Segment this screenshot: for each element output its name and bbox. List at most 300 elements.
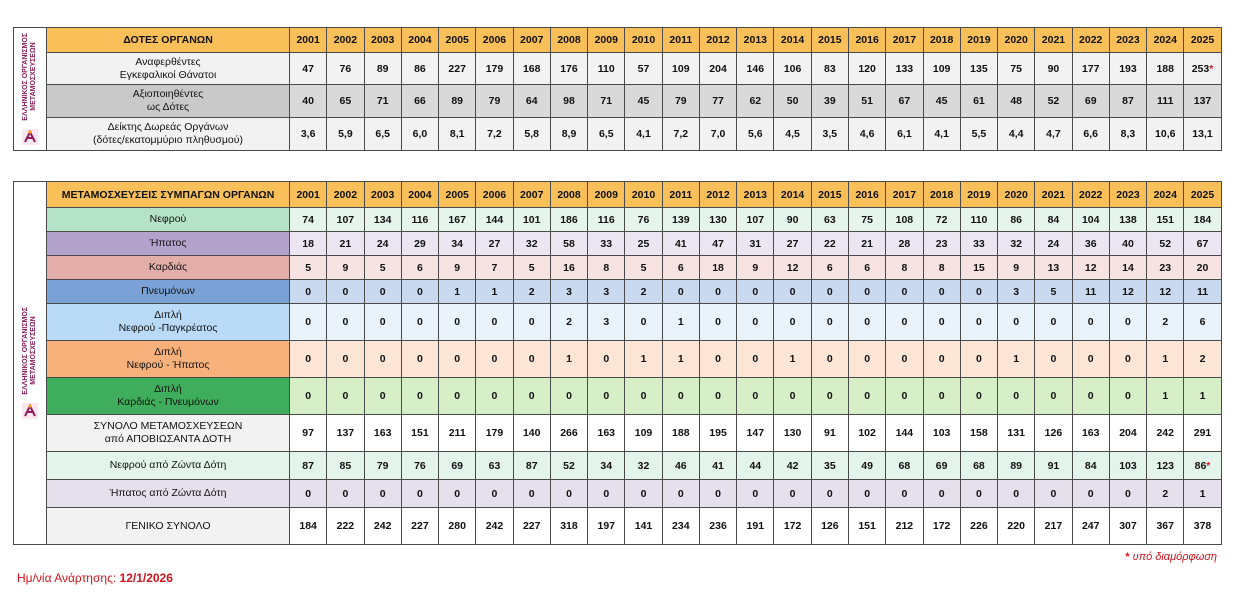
value-text: 8,9 <box>561 128 577 140</box>
value-text: 211 <box>448 427 466 439</box>
value-text: 184 <box>299 520 317 532</box>
value-text: 0 <box>901 353 908 365</box>
value-cell <box>662 452 699 480</box>
transplants-header-label: ΜΕΤΑΜΟΣΧΕΥΣΕΙΣ ΣΥΜΠΑΓΩΝ ΟΡΓΑΝΩΝ <box>47 182 290 208</box>
value-text: 5 <box>305 261 312 274</box>
value-text: 130 <box>709 213 727 226</box>
value-cell <box>886 415 923 452</box>
value-cell <box>1035 341 1072 378</box>
value-text: 48 <box>1010 95 1023 107</box>
value-cell <box>550 304 587 341</box>
value-cell <box>737 256 774 280</box>
value-cell <box>513 232 550 256</box>
logo-line-2: ΜΕΤΑΜΟΣΧΕΥΣΕΩΝ <box>30 316 37 386</box>
value-cell <box>588 304 625 341</box>
value-text: 116 <box>597 213 615 226</box>
value-cell <box>513 480 550 508</box>
value-cell <box>588 452 625 480</box>
value-cell <box>1035 480 1072 508</box>
year-header-2006: 2006 <box>476 182 513 208</box>
value-text: 86 <box>1194 459 1207 472</box>
logo-line-2: ΜΕΤΑΜΟΣΧΕΥΣΕΩΝ <box>30 42 37 112</box>
value-cell <box>550 53 587 85</box>
donors-table <box>13 27 1222 151</box>
value-cell <box>401 415 438 452</box>
value-text: 0 <box>938 353 945 365</box>
value-text: 0 <box>975 316 982 328</box>
value-cell <box>476 118 513 151</box>
value-text: 39 <box>824 95 836 107</box>
donors-row <box>14 53 1222 85</box>
value-cell <box>439 341 476 378</box>
value-cell <box>1184 415 1221 452</box>
value-cell <box>960 53 997 85</box>
row-label-line: Πνευμόνων <box>141 285 195 297</box>
value-cell <box>327 452 364 480</box>
value-cell <box>886 53 923 85</box>
value-cell <box>923 378 960 415</box>
transplants-row-label <box>47 341 290 378</box>
value-cell <box>364 480 401 508</box>
organization-logo-icon <box>22 129 38 145</box>
value-cell <box>848 480 885 508</box>
value-text: 58 <box>563 237 575 250</box>
value-cell <box>811 415 848 452</box>
value-cell <box>1035 208 1072 232</box>
value-cell <box>364 508 401 545</box>
donors-table-wrapper <box>13 27 1222 151</box>
row-label-line: ως Δότες <box>146 101 190 113</box>
year-header-2011: 2011 <box>662 28 699 53</box>
value-text: 0 <box>305 285 312 298</box>
transplants-row-label <box>47 480 290 508</box>
row-label-line: Καρδιάς <box>148 261 188 273</box>
value-cell <box>1072 256 1109 280</box>
value-text: 20 <box>1196 261 1209 274</box>
value-text: 12 <box>1084 261 1097 274</box>
value-text: 0 <box>566 390 572 402</box>
value-cell <box>811 232 848 256</box>
value-text: 0 <box>789 285 796 298</box>
value-text: 0 <box>454 316 461 328</box>
donors-row-label <box>47 85 290 118</box>
value-cell <box>327 280 364 304</box>
value-cell <box>699 452 736 480</box>
value-cell <box>1147 85 1184 118</box>
value-cell <box>513 85 550 118</box>
value-cell <box>662 280 699 304</box>
value-cell <box>1184 280 1221 304</box>
value-cell <box>662 85 699 118</box>
value-text: 85 <box>339 459 352 472</box>
value-cell <box>998 232 1035 256</box>
value-text: 151 <box>858 520 876 532</box>
value-cell <box>550 85 587 118</box>
year-header-2002: 2002 <box>327 182 364 208</box>
provisional-star-icon: * <box>1209 62 1214 75</box>
value-text: 71 <box>600 95 613 107</box>
row-label-line: Νεφρού -Παγκρέατος <box>118 322 218 334</box>
value-cell <box>886 508 923 545</box>
value-text: 67 <box>898 95 911 107</box>
value-text: 50 <box>786 95 799 107</box>
value-text: 188 <box>1156 62 1174 75</box>
value-cell <box>998 304 1035 341</box>
value-text: 14 <box>1122 261 1134 274</box>
value-text: 6,1 <box>897 128 912 140</box>
value-cell <box>401 341 438 378</box>
value-cell <box>1184 232 1221 256</box>
value-cell <box>401 53 438 85</box>
value-cell <box>290 452 327 480</box>
value-cell <box>737 85 774 118</box>
value-text: 195 <box>709 427 727 439</box>
value-text: 0 <box>789 487 796 500</box>
transplants-row <box>14 452 1222 480</box>
value-cell <box>1109 452 1146 480</box>
value-text: 158 <box>970 427 988 439</box>
value-text: 110 <box>970 213 988 226</box>
row-label-line: (δότες/εκατομμύριο πληθυσμού) <box>93 134 243 146</box>
year-header-2024: 2024 <box>1147 28 1184 53</box>
value-cell <box>923 53 960 85</box>
value-text: 0 <box>975 390 982 402</box>
value-text: 1 <box>1162 353 1169 365</box>
value-text: 0 <box>752 390 759 402</box>
value-text: 9 <box>1013 261 1020 274</box>
value-cell <box>327 480 364 508</box>
value-text: 7,2 <box>487 128 502 140</box>
value-cell <box>737 53 774 85</box>
value-text: 5 <box>640 261 647 274</box>
value-cell <box>550 452 587 480</box>
value-cell <box>439 415 476 452</box>
organization-logo <box>14 33 46 145</box>
value-cell <box>401 118 438 151</box>
value-cell <box>662 304 699 341</box>
value-text: 4,1 <box>934 128 949 140</box>
value-cell <box>364 256 401 280</box>
transplants-row <box>14 280 1222 304</box>
value-text: 227 <box>522 520 541 532</box>
value-cell <box>811 378 848 415</box>
value-cell <box>737 341 774 378</box>
value-text: 0 <box>677 487 684 500</box>
value-text: 176 <box>560 62 578 75</box>
value-text: 0 <box>528 353 535 365</box>
value-cell <box>1035 256 1072 280</box>
value-cell <box>998 508 1035 545</box>
value-text: 62 <box>749 95 762 107</box>
value-text: 90 <box>786 213 799 226</box>
value-cell <box>1035 232 1072 256</box>
value-cell <box>1109 304 1146 341</box>
provisional-star-icon: * <box>1206 459 1211 472</box>
value-text: 197 <box>597 520 616 532</box>
value-cell <box>625 256 662 280</box>
value-text: 44 <box>749 459 762 472</box>
value-cell <box>1072 341 1109 378</box>
value-text: 3 <box>566 285 572 298</box>
value-cell <box>1072 452 1109 480</box>
value-text: 0 <box>379 316 386 328</box>
donors-row <box>14 118 1222 151</box>
value-text: 6 <box>864 261 871 274</box>
value-cell <box>588 508 625 545</box>
value-cell <box>550 208 587 232</box>
value-text: 184 <box>1193 213 1212 226</box>
value-cell <box>476 452 513 480</box>
value-text: 83 <box>824 62 836 75</box>
value-cell <box>886 341 923 378</box>
value-cell <box>1109 256 1146 280</box>
value-cell <box>439 118 476 151</box>
value-cell <box>1184 256 1221 280</box>
value-cell <box>1035 280 1072 304</box>
value-cell <box>290 480 327 508</box>
value-text: 123 <box>1156 459 1174 472</box>
value-cell <box>1109 85 1146 118</box>
value-text: 0 <box>1013 390 1020 402</box>
logo-text <box>22 307 38 395</box>
value-cell <box>1147 256 1184 280</box>
value-text: 0 <box>1125 390 1131 402</box>
value-cell <box>737 304 774 341</box>
year-header-2013: 2013 <box>737 182 774 208</box>
value-text: 0 <box>715 353 721 365</box>
value-cell <box>998 415 1035 452</box>
value-cell <box>327 304 364 341</box>
transplants-row <box>14 415 1222 452</box>
value-cell <box>1035 53 1072 85</box>
value-text: 18 <box>302 237 314 250</box>
year-header-2025: 2025 <box>1184 182 1221 208</box>
value-cell <box>476 208 513 232</box>
value-cell <box>1184 508 1221 545</box>
value-cell <box>848 508 885 545</box>
year-header-2009: 2009 <box>588 182 625 208</box>
value-text: 0 <box>789 316 796 328</box>
value-text: 0 <box>677 390 684 402</box>
value-text: 291 <box>1193 427 1212 439</box>
value-cell <box>811 452 848 480</box>
value-text: 4,6 <box>859 128 875 140</box>
value-text: 0 <box>1125 316 1131 328</box>
logo-line-1: ΕΛΛΗΝΙΚΟΣ ΟΡΓΑΝΙΣΜΟΣ <box>22 307 29 395</box>
value-text: 87 <box>525 459 538 472</box>
value-cell <box>998 280 1035 304</box>
value-cell <box>774 378 811 415</box>
value-cell <box>550 280 587 304</box>
value-cell <box>439 232 476 256</box>
value-cell <box>662 480 699 508</box>
value-cell <box>737 208 774 232</box>
value-text: 79 <box>376 459 389 472</box>
value-text: 8,3 <box>1120 128 1136 140</box>
value-text: 67 <box>1196 237 1209 250</box>
value-text: 64 <box>525 95 538 107</box>
donors-header-label: ΔΟΤΕΣ ΟΡΓΑΝΩΝ <box>47 28 290 53</box>
year-header-2007: 2007 <box>513 182 550 208</box>
value-cell <box>886 280 923 304</box>
value-text: 191 <box>746 520 765 532</box>
value-cell <box>327 118 364 151</box>
value-cell <box>401 378 438 415</box>
transplants-logo-cell <box>14 182 47 545</box>
year-header-2021: 2021 <box>1035 28 1072 53</box>
value-text: 0 <box>379 487 386 500</box>
value-cell <box>550 378 587 415</box>
value-text: 111 <box>1157 95 1174 107</box>
value-text: 13 <box>1047 261 1060 274</box>
value-text: 65 <box>339 95 352 107</box>
value-cell <box>662 53 699 85</box>
value-text: 163 <box>1081 427 1100 439</box>
value-cell <box>886 208 923 232</box>
value-cell <box>960 304 997 341</box>
value-cell <box>290 341 327 378</box>
value-cell <box>848 256 885 280</box>
value-text: 6 <box>1199 316 1206 328</box>
value-cell <box>699 304 736 341</box>
value-text: 186 <box>560 213 578 226</box>
value-cell <box>774 508 811 545</box>
year-header-2023: 2023 <box>1109 28 1146 53</box>
value-cell <box>290 118 327 151</box>
year-header-2008: 2008 <box>550 28 587 53</box>
value-text: 146 <box>746 62 765 75</box>
value-text: 87 <box>302 459 314 472</box>
value-cell <box>439 256 476 280</box>
year-header-2016: 2016 <box>848 28 885 53</box>
donors-row-label <box>47 118 290 151</box>
row-label-line: Αναφερθέντες <box>135 55 201 68</box>
value-text: 179 <box>485 427 504 439</box>
value-cell <box>1109 508 1146 545</box>
value-text: 378 <box>1193 520 1212 532</box>
value-text: 0 <box>826 487 833 500</box>
value-text: 0 <box>752 353 759 365</box>
value-text: 1 <box>1013 353 1020 365</box>
value-text: 1 <box>677 353 684 365</box>
value-cell <box>1184 480 1221 508</box>
value-text: 12 <box>1122 285 1134 298</box>
year-header-2018: 2018 <box>923 28 960 53</box>
organization-logo-icon <box>22 403 38 419</box>
year-header-2024: 2024 <box>1147 182 1184 208</box>
value-text: 0 <box>1050 316 1057 328</box>
value-cell <box>625 480 662 508</box>
value-cell <box>364 415 401 452</box>
value-text: 0 <box>826 316 833 328</box>
value-cell <box>550 480 587 508</box>
value-cell <box>998 378 1035 415</box>
value-cell <box>588 480 625 508</box>
value-text: 98 <box>563 95 575 107</box>
value-cell <box>1109 208 1146 232</box>
value-text: 1 <box>1199 390 1206 402</box>
year-header-2003: 2003 <box>364 28 401 53</box>
value-cell <box>848 378 885 415</box>
value-text: 0 <box>1050 487 1057 500</box>
value-cell <box>439 508 476 545</box>
value-cell <box>625 378 662 415</box>
value-text: 27 <box>488 237 501 250</box>
row-label-line: Ήπατος από Ζώντα Δότη <box>109 487 227 499</box>
value-cell <box>811 53 848 85</box>
value-cell <box>364 232 401 256</box>
value-text: 4,1 <box>636 128 651 140</box>
value-text: 0 <box>901 390 908 402</box>
value-text: 247 <box>1081 520 1100 532</box>
value-text: 6 <box>417 261 423 274</box>
row-label-line: από ΑΠΟΒΙΩΣΑΝΤΑ ΔΟΤΗ <box>104 433 232 445</box>
value-text: 5,5 <box>971 128 987 140</box>
year-header-2010: 2010 <box>625 182 662 208</box>
year-header-2016: 2016 <box>848 182 885 208</box>
value-cell <box>290 280 327 304</box>
value-cell <box>625 452 662 480</box>
value-text: 1 <box>491 285 498 298</box>
value-text: 2 <box>566 316 572 328</box>
value-cell <box>1072 415 1109 452</box>
value-text: 0 <box>603 390 610 402</box>
year-header-2019: 2019 <box>960 182 997 208</box>
value-text: 35 <box>824 459 836 472</box>
value-text: 34 <box>600 459 613 472</box>
value-cell <box>923 118 960 151</box>
value-text: 6 <box>677 261 684 274</box>
value-text: 0 <box>1050 390 1057 402</box>
value-text: 31 <box>749 237 762 250</box>
value-cell <box>811 208 848 232</box>
value-text: 3 <box>603 285 610 298</box>
value-cell <box>699 508 736 545</box>
value-text: 106 <box>783 62 802 75</box>
value-text: 1 <box>454 285 461 298</box>
value-text: 0 <box>1050 353 1057 365</box>
footnote <box>1125 551 1217 563</box>
value-cell <box>774 85 811 118</box>
value-cell <box>513 280 550 304</box>
value-text: 2 <box>528 285 535 298</box>
transplants-row-label <box>47 378 290 415</box>
transplants-row-label <box>47 415 290 452</box>
value-cell <box>848 415 885 452</box>
value-text: 0 <box>715 316 721 328</box>
value-text: 9 <box>752 261 759 274</box>
value-text: 0 <box>454 353 461 365</box>
value-text: 0 <box>975 487 982 500</box>
value-cell <box>774 415 811 452</box>
value-cell <box>327 232 364 256</box>
footnote-star: * <box>1125 551 1130 563</box>
value-text: 179 <box>485 62 504 75</box>
value-text: 0 <box>864 316 871 328</box>
value-cell <box>1184 304 1221 341</box>
row-label-line: Ήπατος <box>149 237 187 249</box>
value-text: 69 <box>451 459 464 472</box>
value-cell <box>923 256 960 280</box>
value-cell <box>1035 378 1072 415</box>
value-cell <box>960 208 997 232</box>
value-text: 107 <box>336 213 355 226</box>
value-cell <box>625 341 662 378</box>
value-cell <box>1035 452 1072 480</box>
value-text: 32 <box>525 237 538 250</box>
value-text: 139 <box>672 213 690 226</box>
value-cell <box>1072 118 1109 151</box>
